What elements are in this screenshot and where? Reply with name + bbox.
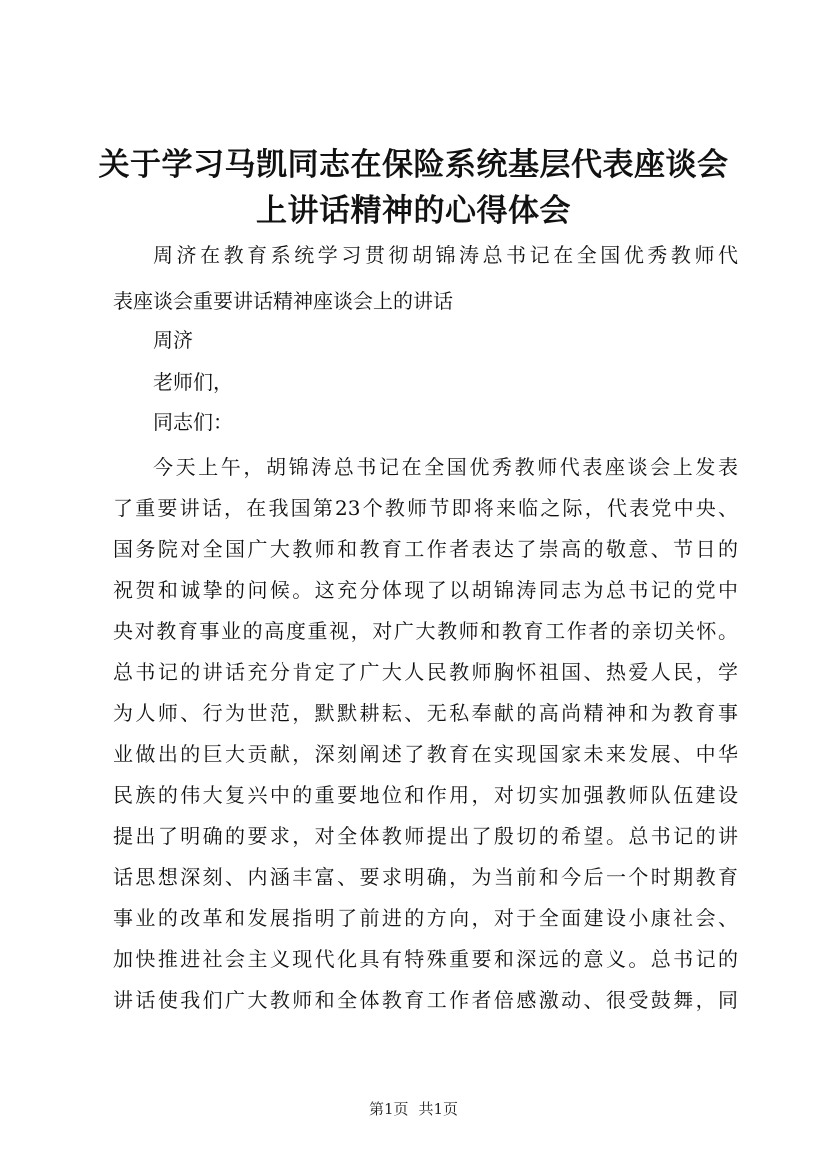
body-line-3: 国务院对全国广大教师和教育工作者表达了崇高的敬意、节日的 [113,537,738,561]
body-line-14: 讲话使我们广大教师和全体教育工作者倍感激动、很受鼓舞，同 [113,988,738,1012]
page-footer [0,1099,827,1119]
salutation-comrades: 同志们： [153,410,233,434]
body-line-9: 民族的伟大复兴中的重要地位和作用，对切实加强教师队伍建设 [113,783,738,807]
document-title-line-2: 上讲话精神的心得体会 [256,193,571,229]
body-line-10: 提出了明确的要求，对全体教师提出了殷切的希望。总书记的讲 [113,824,738,848]
body-line-8: 业做出的巨大贡献，深刻阐述了教育在实现国家未来发展、中华 [113,742,738,766]
subtitle-line-1: 周济在教育系统学习贯彻胡锦涛总书记在全国优秀教师代 [153,243,738,267]
body-line-2: 了重要讲话，在我国第23个教师节即将来临之际，代表党中央、 [113,496,738,520]
body-line-4: 祝贺和诚挚的问候。这充分体现了以胡锦涛同志为总书记的党中 [113,578,738,602]
author-name: 周济 [153,328,193,352]
document-title-line-1: 关于学习马凯同志在保险系统基层代表座谈会 [98,147,729,183]
subtitle-line-2: 表座谈会重要讲话精神座谈会上的讲话 [113,289,453,313]
body-line-1: 今天上午，胡锦涛总书记在全国优秀教师代表座谈会上发表 [153,455,738,479]
body-line-13: 加快推进社会主义现代化具有特殊重要和深远的意义。总书记的 [113,947,738,971]
salutation-teachers: 老师们， [153,370,233,394]
page-total: 共1页 [418,1100,459,1118]
body-line-6: 总书记的讲话充分肯定了广大人民教师胸怀祖国、热爱人民，学 [113,660,738,684]
page-number: 第1页 [368,1100,409,1118]
body-line-12: 事业的改革和发展指明了前进的方向，对于全面建设小康社会、 [113,906,738,930]
body-line-5: 央对教育事业的高度重视，对广大教师和教育工作者的亲切关怀。 [113,619,738,643]
body-line-11: 话思想深刻、内涵丰富、要求明确，为当前和今后一个时期教育 [113,865,738,889]
body-line-7: 为人师、行为世范，默默耕耘、无私奉献的高尚精神和为教育事 [113,701,738,725]
